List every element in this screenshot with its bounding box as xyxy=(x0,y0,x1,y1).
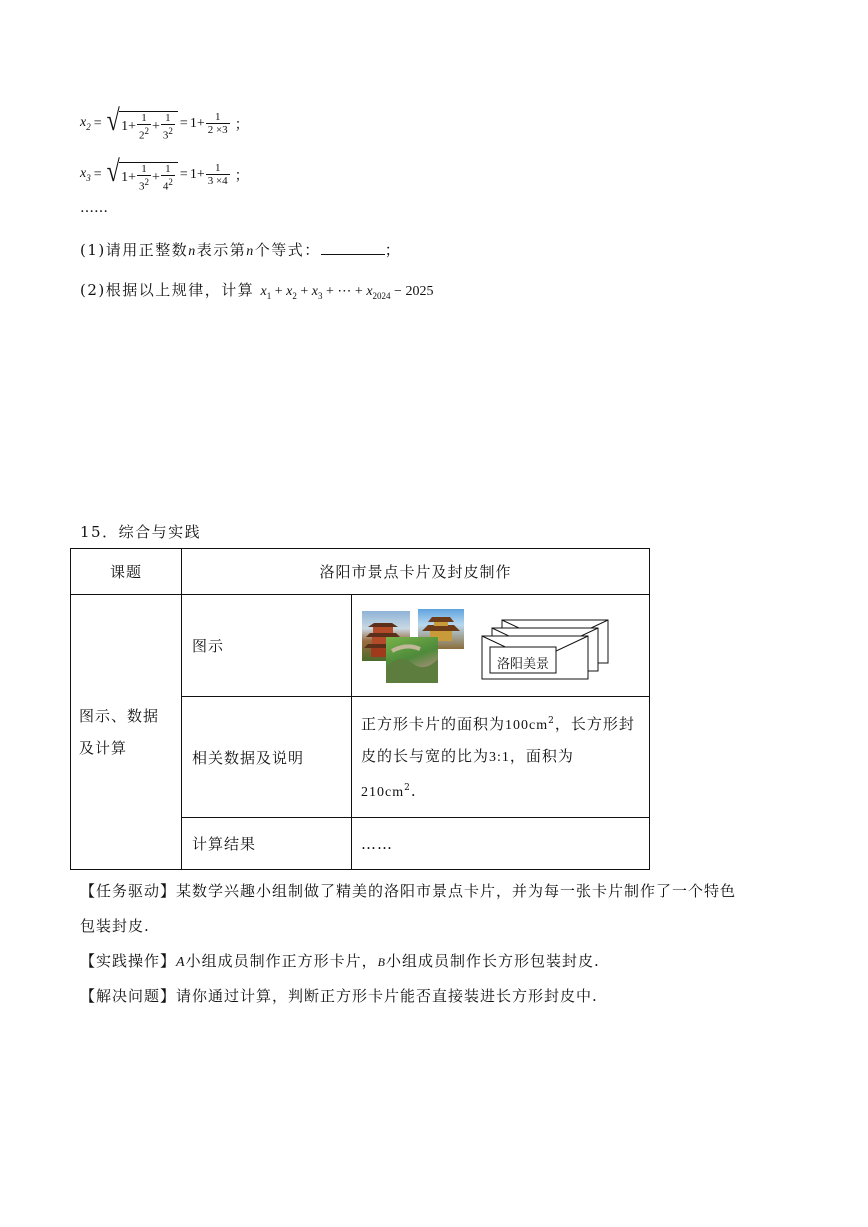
question-part-2: (2)根据以上规律，计算 $x_1 + x_2 + x_3$ + ⋯ + $x_{2024} - 2025$ xyxy=(80,281,434,301)
fraction: $\frac{1}{2 \times 3}$ xyxy=(207,111,228,137)
table-label-data: 相关数据及说明 xyxy=(182,697,352,818)
var-x3: $x_3$ xyxy=(80,166,91,184)
fraction: $\frac{1}{2^2}$ xyxy=(139,112,149,142)
question-15-heading: 15．综合与实践 xyxy=(80,523,202,541)
table-group-label: 图示、数据 及计算 xyxy=(71,595,182,870)
practice-operation: 【实践操作】A小组成员制作正方形卡片，B小组成员制作长方形包装封皮. xyxy=(80,952,600,970)
envelope-icon xyxy=(480,617,610,687)
table-value-topic: 洛阳市景点卡片及封皮制作 xyxy=(182,549,650,595)
question-part-1: (1)请用正整数n表示第n个等式： ； xyxy=(80,241,402,259)
table-label-topic: 课题 xyxy=(71,549,182,595)
table-label-result: 计算结果 xyxy=(182,818,352,870)
fraction: $\frac{1}{3 \times 4}$ xyxy=(207,162,228,188)
figure-cell xyxy=(352,595,650,697)
answer-blank[interactable] xyxy=(321,240,385,255)
solve-problem: 【解决问题】请你通过计算，判断正方形卡片能否直接装进长方形封皮中. xyxy=(80,987,598,1005)
sqrt-expression: √ 1 + $\frac{1}{3^2}$ + $\frac{1}{4^2}$ xyxy=(105,157,178,193)
table-value-result: …… xyxy=(352,818,650,870)
equals-sign: = xyxy=(93,115,102,131)
envelope-label: 洛阳美景 xyxy=(496,657,549,672)
sqrt-expression: √ 1 + $\frac{1}{2^2}$ + $\frac{1}{3^2}$ xyxy=(105,106,178,142)
project-table xyxy=(70,548,650,870)
ellipsis: …… xyxy=(80,200,108,216)
fraction: $\frac{1}{3^2}$ xyxy=(139,163,149,193)
sum-expression: $x_1 + x_2 + x_3$ + ⋯ + $x_{2024} - 2025$ xyxy=(260,284,434,301)
fraction: $\frac{1}{4^2}$ xyxy=(162,163,173,193)
landmark-photos-image xyxy=(362,609,464,683)
equation-x2: $x_2$ = √ 1 + $\frac{1}{2^2}$ + $\frac{1}{3^2}$ = 1 + $\frac{1}{2 \times 3}$ ； xyxy=(80,104,249,142)
table-value-data: 正方形卡片的面积为$100cm^2$，长方形封 皮的长与宽的比为3:1，面积为 $210cm^2$. xyxy=(352,697,650,818)
task-drive-line-2: 包装封皮. xyxy=(80,917,150,935)
equation-x3: $x_3$ = √ 1 + $\frac{1}{3^2}$ + $\frac{1}{4^2}$ = 1 + $\frac{1}{3 \times 4}$ ； xyxy=(80,155,249,193)
task-drive-line-1: 【任务驱动】某数学兴趣小组制做了精美的洛阳市景点卡片，并为每一张卡片制作了一个特色 xyxy=(80,882,737,900)
fraction: $\frac{1}{3^2}$ xyxy=(162,112,173,142)
table-label-figure: 图示 xyxy=(182,595,352,697)
var-x2: $x_2$ xyxy=(80,115,91,133)
